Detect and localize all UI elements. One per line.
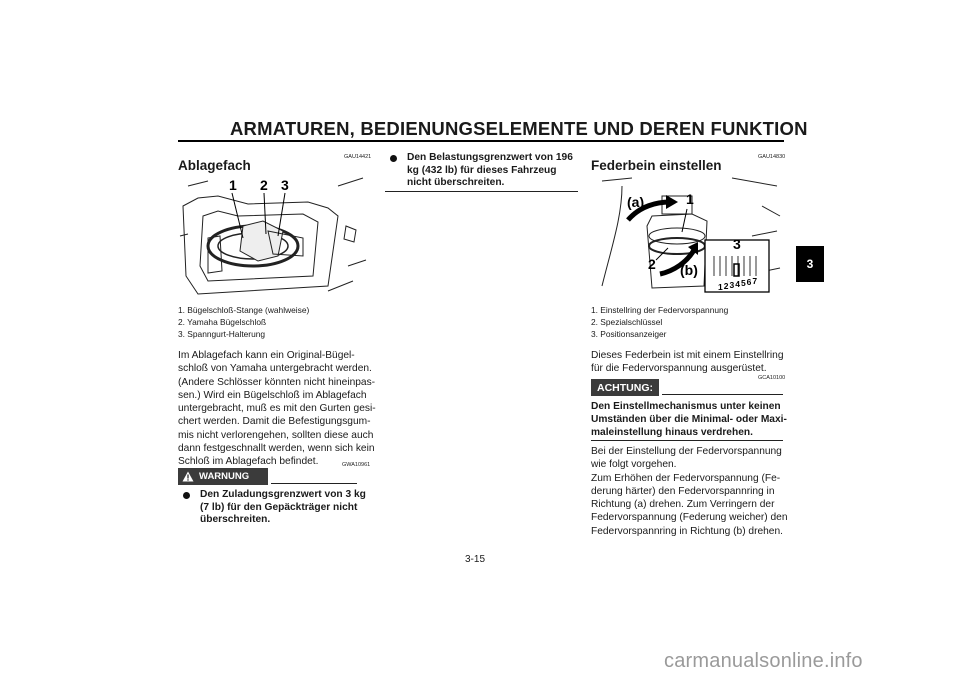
body-line: chert werden. Damit die Befestigungsgum-: [178, 416, 371, 428]
caption-line: 3. Spanngurt-Halterung: [178, 329, 266, 340]
caption-line: 3. Positionsanzeiger: [591, 329, 667, 340]
scale-mark: 1: [718, 282, 723, 292]
caption-line: 2. Spezialschlüssel: [591, 317, 663, 328]
bullet-line: (7 lb) für den Gepäckträger nicht: [200, 501, 358, 513]
bullet-text: [200, 489, 366, 527]
right-captions: [591, 304, 728, 341]
bullet-line: überschreiten.: [200, 514, 271, 526]
bullet-icon: [183, 492, 190, 499]
body-line: mis nicht verlorengehen, sollten diese auch: [178, 429, 374, 441]
right-body-paragraph: [591, 445, 791, 538]
notice-rule: [662, 394, 783, 395]
storage-compartment-illustration: [178, 176, 368, 300]
bullet-text: [407, 152, 573, 190]
label-direction-b: (b): [680, 262, 698, 278]
page-header-title: ARMATUREN, BEDIENUNGSELEMENTE UND DEREN FUNKTION: [230, 118, 808, 139]
warning-triangle-icon: [182, 471, 194, 482]
section-title-ablagefach: Ablagefach: [178, 158, 251, 173]
body-line: wie folgt vorgehen.: [591, 459, 677, 471]
notice-line: Umständen über die Minimal- oder Maxi-: [591, 414, 787, 425]
right-intro: [591, 349, 791, 376]
body-line: derung härter) den Federvorspannring in: [591, 485, 775, 497]
callout-1: 1: [229, 177, 237, 193]
section-code: GAU14830: [758, 154, 786, 160]
middle-bullet: [390, 152, 580, 190]
bullet-icon: [390, 155, 397, 162]
section-code: GAU14421: [344, 154, 372, 160]
scale-mark: 5: [740, 278, 746, 288]
warning-badge: [178, 468, 268, 485]
callout-2: 2: [260, 177, 268, 193]
bullet-line: kg (432 lb) für dieses Fahrzeug: [407, 164, 557, 176]
notice-line: Den Einstellmechanismus unter keinen: [591, 401, 781, 412]
left-body-paragraph: [178, 349, 378, 469]
bullet-row: [183, 489, 373, 527]
left-captions: [178, 304, 309, 341]
callout-3: 3: [281, 177, 289, 193]
notice-end-rule: [591, 440, 783, 441]
watermark[interactable]: carmanualsonline.info: [664, 650, 863, 672]
label-2: 2: [648, 256, 656, 272]
page-number: 3-15: [465, 554, 486, 565]
bullet-line: Den Zuladungsgrenzwert von 3 kg: [200, 489, 366, 500]
notice-text: [591, 400, 791, 439]
caption-line: 1. Einstellring der Federvorspannung: [591, 305, 729, 315]
scale-mark: 4: [735, 279, 740, 289]
caption-line: 2. Yamaha Bügelschloß: [178, 317, 267, 328]
position-scale: [718, 276, 758, 292]
body-line: (Andere Schlösser könnten nicht hineinpas-: [178, 376, 376, 388]
warning-code: GWA10961: [342, 462, 371, 468]
body-line: untergebracht, muß es mit den Gurten gesi-: [178, 403, 376, 415]
header-rule: [178, 140, 784, 142]
body-line: Richtung (a) drehen. Zum Verringern der: [591, 499, 775, 511]
notice-code: GCA10100: [758, 375, 786, 381]
label-direction-a: (a): [627, 194, 645, 210]
middle-rule: [385, 191, 578, 192]
label-3: 3: [733, 236, 741, 252]
caption-line: 1. Bügelschloß-Stange (wahlweise): [178, 305, 310, 315]
warning-label: WARNUNG: [199, 471, 250, 482]
body-line: Federvorspannring in Richtung (b) drehen.: [591, 525, 783, 537]
body-line: Zum Erhöhen der Federvorspannung (Fe-: [591, 472, 781, 484]
bullet-line: Den Belastungsgrenzwert von 196: [407, 152, 573, 163]
bullet-row: [390, 152, 580, 190]
bullet-line: nicht überschreiten.: [407, 177, 505, 189]
warning-bullet: [183, 489, 373, 527]
body-line: Schloß im Ablagefach befindet.: [178, 456, 319, 468]
scale-mark: 6: [746, 277, 752, 287]
body-line: dann festgeschnallt werden, wenn sich kein: [178, 443, 375, 455]
warning-rule: [271, 483, 357, 484]
body-line: für die Federvorspannung ausgerüstet.: [591, 363, 767, 375]
body-line: Im Ablagefach kann ein Original-Bügel-: [178, 350, 355, 361]
body-line: Bei der Einstellung der Federvorspannung: [591, 446, 782, 457]
label-1: 1: [686, 191, 694, 207]
scale-mark: 7: [752, 276, 758, 286]
notice-line: maleinstellung hinaus verdrehen.: [591, 427, 753, 438]
chapter-tab[interactable]: 3: [796, 246, 824, 282]
scale-mark: 2: [723, 281, 729, 291]
notice-badge: ACHTUNG:: [591, 379, 659, 396]
body-line: Federvorspannung (Federung weicher) den: [591, 512, 788, 524]
body-line: sen.) Wird ein Bügelschloß im Ablagefach: [178, 389, 367, 401]
scale-mark: 3: [729, 280, 735, 290]
body-line: schloß von Yamaha untergebracht werden.: [178, 363, 372, 375]
section-title-federbein: Federbein einstellen: [591, 158, 722, 173]
body-line: Dieses Federbein ist mit einem Einstellring: [591, 350, 784, 361]
